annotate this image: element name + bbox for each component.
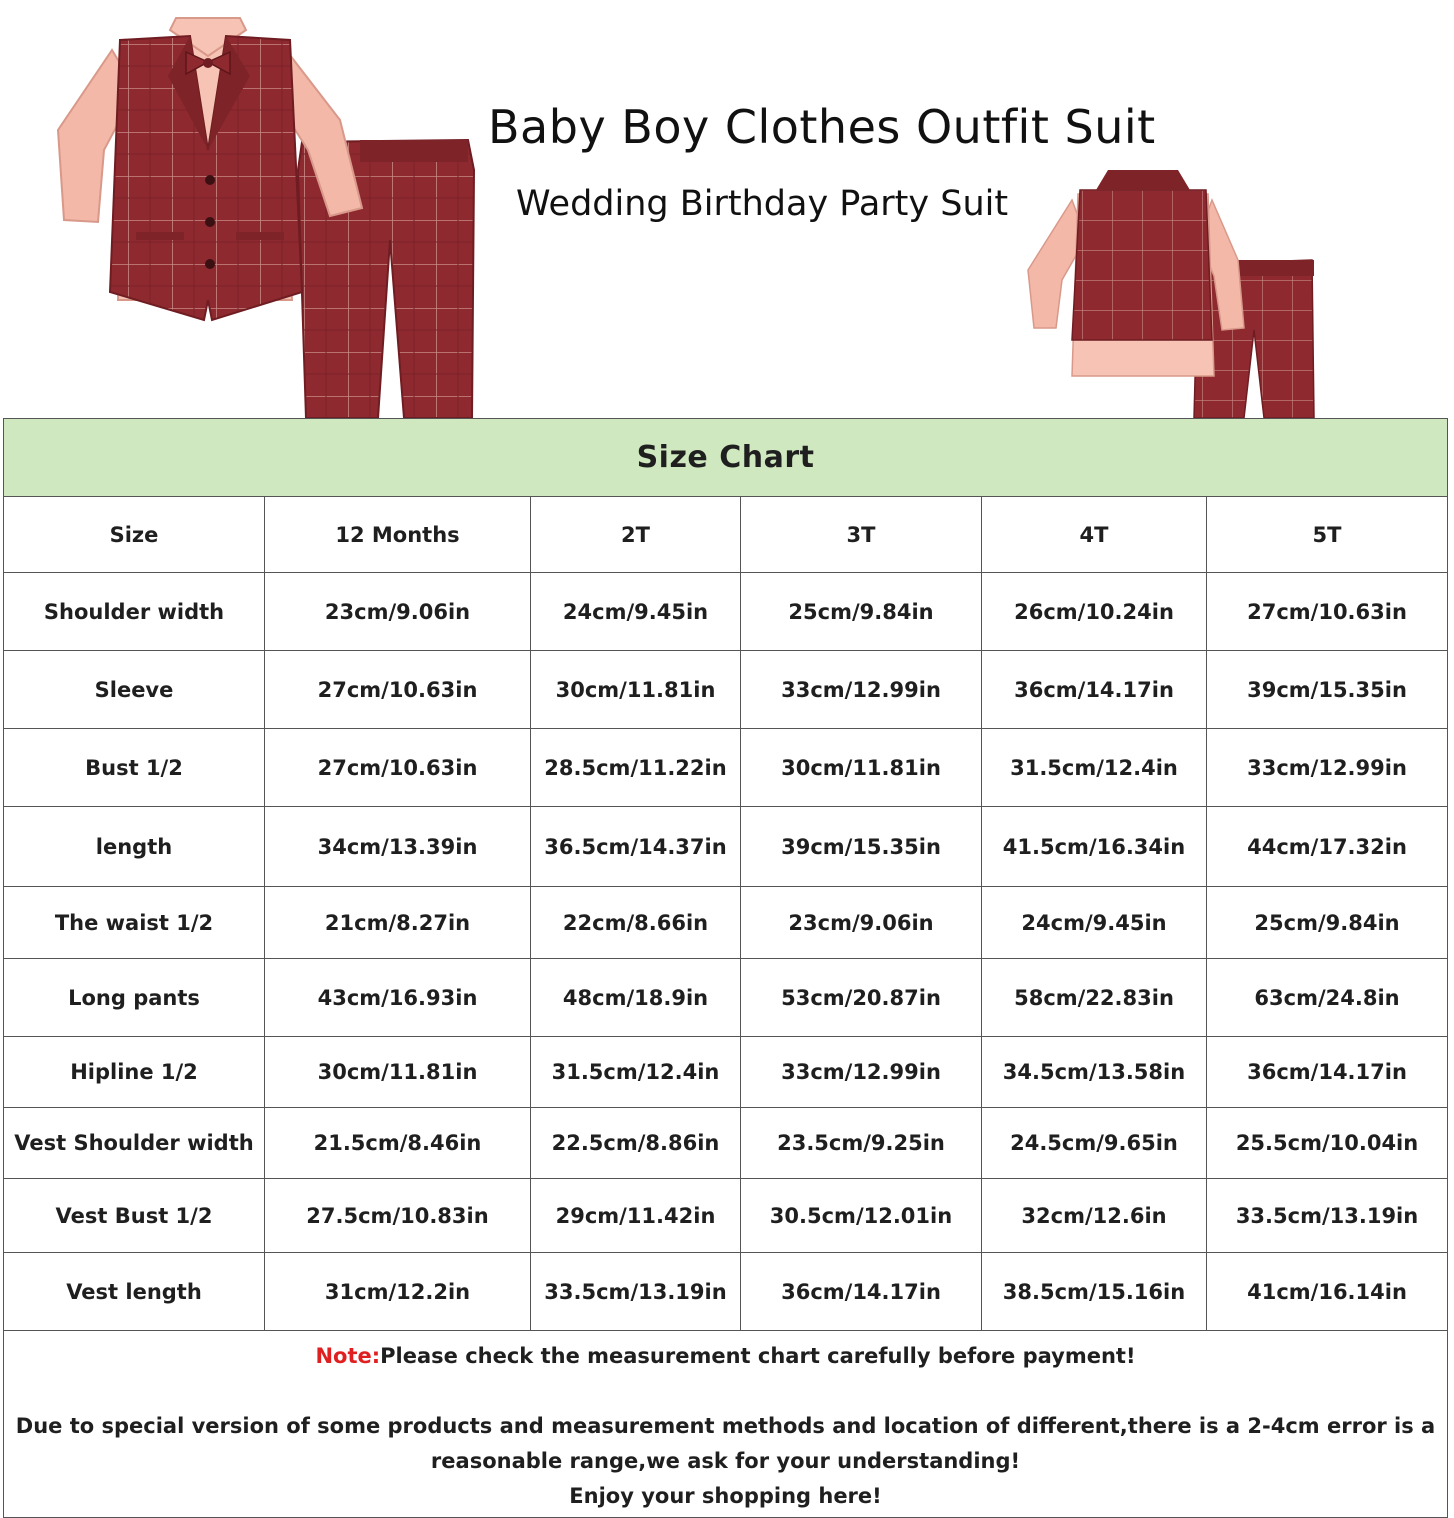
measurement-label: Shoulder width: [4, 573, 265, 651]
measurement-value: 34cm/13.39in: [265, 807, 531, 887]
measurement-value: 48cm/18.9in: [531, 959, 741, 1037]
column-header: 12 Months: [265, 497, 531, 573]
measurement-value: 39cm/15.35in: [1207, 651, 1448, 729]
measurement-value: 36.5cm/14.37in: [531, 807, 741, 887]
column-header: 3T: [741, 497, 982, 573]
measurement-value: 36cm/14.17in: [1207, 1037, 1448, 1108]
table-row: [4, 887, 1448, 959]
measurement-value: 25cm/9.84in: [1207, 887, 1448, 959]
measurement-value: 30cm/11.81in: [741, 729, 982, 807]
product-header: [0, 0, 1454, 418]
measurement-value: 33.5cm/13.19in: [531, 1253, 741, 1331]
measurement-value: 43cm/16.93in: [265, 959, 531, 1037]
note-line-1: [4, 1339, 1447, 1374]
measurement-value: 30cm/11.81in: [265, 1037, 531, 1108]
table-row: [4, 729, 1448, 807]
measurement-value: 29cm/11.42in: [531, 1179, 741, 1253]
measurement-label: Sleeve: [4, 651, 265, 729]
measurement-value: 33cm/12.99in: [741, 651, 982, 729]
measurement-value: 41cm/16.14in: [1207, 1253, 1448, 1331]
measurement-value: 23cm/9.06in: [741, 887, 982, 959]
measurement-value: 26cm/10.24in: [982, 573, 1207, 651]
note-line-2: Due to special version of some products and measurement methods and location of different,there is a 2-4cm error is a: [15, 1414, 1436, 1438]
measurement-label: Vest length: [4, 1253, 265, 1331]
measurement-label: Vest Bust 1/2: [4, 1179, 265, 1253]
table-row: [4, 1179, 1448, 1253]
measurement-value: 30.5cm/12.01in: [741, 1179, 982, 1253]
note-line-4: Enjoy your shopping here!: [569, 1484, 882, 1508]
measurement-label: Bust 1/2: [4, 729, 265, 807]
table-row: [4, 651, 1448, 729]
table-header-row: [4, 497, 1448, 573]
size-chart-table: [3, 418, 1448, 1518]
note-row: [4, 1331, 1448, 1518]
measurement-value: 27cm/10.63in: [1207, 573, 1448, 651]
note-text: Please check the measurement chart carefully before payment!: [380, 1344, 1136, 1368]
table-row: [4, 1037, 1448, 1108]
table-row: [4, 1108, 1448, 1179]
product-title: Baby Boy Clothes Outfit Suit: [488, 100, 1156, 154]
column-header: 4T: [982, 497, 1207, 573]
measurement-value: 22.5cm/8.86in: [531, 1108, 741, 1179]
measurement-value: 27cm/10.63in: [265, 651, 531, 729]
measurement-value: 33cm/12.99in: [1207, 729, 1448, 807]
measurement-label: The waist 1/2: [4, 887, 265, 959]
measurement-value: 22cm/8.66in: [531, 887, 741, 959]
table-row: [4, 1253, 1448, 1331]
note-line-3: reasonable range,we ask for your understanding!: [430, 1449, 1021, 1473]
measurement-value: 36cm/14.17in: [982, 651, 1207, 729]
measurement-value: 36cm/14.17in: [741, 1253, 982, 1331]
measurement-value: 63cm/24.8in: [1207, 959, 1448, 1037]
column-header: 2T: [531, 497, 741, 573]
measurement-value: 27cm/10.63in: [265, 729, 531, 807]
measurement-value: 58cm/22.83in: [982, 959, 1207, 1037]
measurement-value: 23cm/9.06in: [265, 573, 531, 651]
product-subtitle: Wedding Birthday Party Suit: [516, 184, 1009, 224]
measurement-value: 33cm/12.99in: [741, 1037, 982, 1108]
measurement-value: 31cm/12.2in: [265, 1253, 531, 1331]
suit-outfit-illustration-back: [1022, 160, 1322, 418]
measurement-value: 21.5cm/8.46in: [265, 1108, 531, 1179]
column-header: 5T: [1207, 497, 1448, 573]
measurement-value: 24cm/9.45in: [982, 887, 1207, 959]
table-row: [4, 573, 1448, 651]
measurement-label: length: [4, 807, 265, 887]
measurement-value: 44cm/17.32in: [1207, 807, 1448, 887]
measurement-value: 30cm/11.81in: [531, 651, 741, 729]
measurement-value: 25cm/9.84in: [741, 573, 982, 651]
measurement-value: 39cm/15.35in: [741, 807, 982, 887]
measurement-value: 21cm/8.27in: [265, 887, 531, 959]
measurement-label: Long pants: [4, 959, 265, 1037]
measurement-value: 53cm/20.87in: [741, 959, 982, 1037]
note-cell: [4, 1331, 1448, 1518]
measurement-value: 25.5cm/10.04in: [1207, 1108, 1448, 1179]
size-chart-title: Size Chart: [4, 419, 1448, 497]
measurement-value: 33.5cm/13.19in: [1207, 1179, 1448, 1253]
measurement-value: 24cm/9.45in: [531, 573, 741, 651]
measurement-value: 24.5cm/9.65in: [982, 1108, 1207, 1179]
column-header: Size: [4, 497, 265, 573]
measurement-value: 27.5cm/10.83in: [265, 1179, 531, 1253]
measurement-value: 28.5cm/11.22in: [531, 729, 741, 807]
measurement-value: 23.5cm/9.25in: [741, 1108, 982, 1179]
measurement-value: 31.5cm/12.4in: [531, 1037, 741, 1108]
note-label: Note:: [315, 1344, 381, 1368]
measurement-value: 34.5cm/13.58in: [982, 1037, 1207, 1108]
measurement-label: Hipline 1/2: [4, 1037, 265, 1108]
suit-outfit-illustration-large: [40, 0, 490, 418]
measurement-value: 31.5cm/12.4in: [982, 729, 1207, 807]
table-row: [4, 959, 1448, 1037]
measurement-value: 32cm/12.6in: [982, 1179, 1207, 1253]
measurement-value: 41.5cm/16.34in: [982, 807, 1207, 887]
table-row: [4, 807, 1448, 887]
measurement-label: Vest Shoulder width: [4, 1108, 265, 1179]
measurement-value: 38.5cm/15.16in: [982, 1253, 1207, 1331]
